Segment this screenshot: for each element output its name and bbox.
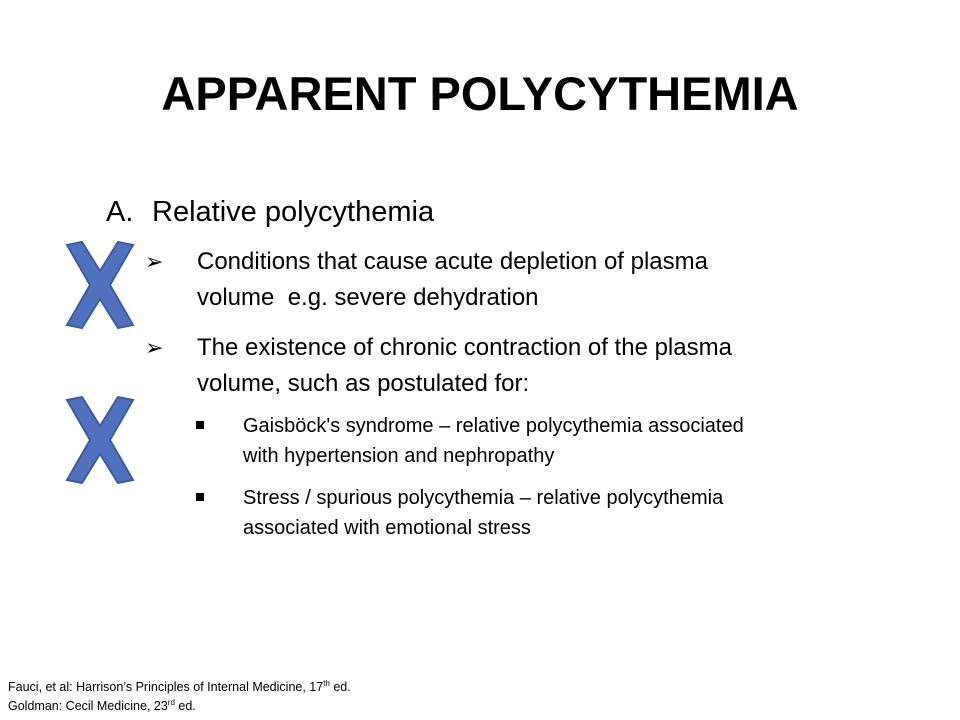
bullet-text xyxy=(197,244,847,316)
outline-item-a xyxy=(106,192,434,232)
bullet-line: Conditions that cause acute depletion of plasma xyxy=(197,248,708,275)
reference-text: Goldman: Cecil Medicine, 23 xyxy=(8,699,168,713)
arrow-bullet-icon: ➢ xyxy=(145,335,164,360)
reference-text: Fauci, et al: Harrison’s Principles of Internal Medicine, 17 xyxy=(8,680,324,694)
sub-bullet-line: Stress / spurious polycythemia – relative polycythemia xyxy=(243,487,724,509)
outline-text: Relative polycythemia xyxy=(152,196,435,228)
reference-suffix: ed. xyxy=(174,699,196,713)
square-bullet-icon xyxy=(196,421,204,429)
x-mark-icon xyxy=(65,395,135,485)
reference-superscript: th xyxy=(323,678,330,688)
outline-marker: A. xyxy=(106,196,134,228)
sub-bullet-text xyxy=(243,411,863,471)
sub-bullet-line: Gaisböck's syndrome – relative polycythemia associated xyxy=(243,415,744,437)
reference-line xyxy=(8,678,351,697)
x-mark-shape xyxy=(67,242,133,328)
bullet-text xyxy=(197,330,847,402)
bullet-line: volume e.g. severe dehydration xyxy=(197,284,539,311)
arrow-bullet-icon: ➢ xyxy=(145,249,164,274)
x-mark-shape xyxy=(67,397,133,483)
references xyxy=(8,678,351,716)
bullet-line: volume, such as postulated for: xyxy=(197,370,530,397)
x-mark-icon xyxy=(65,240,135,330)
reference-line xyxy=(8,697,351,716)
sub-bullet-line: with hypertension and nephropathy xyxy=(243,445,555,467)
sub-bullet-line: associated with emotional stress xyxy=(243,517,531,539)
slide-title: APPARENT POLYCYTHEMIA xyxy=(161,67,799,120)
sub-bullet-text xyxy=(243,483,863,543)
reference-suffix: ed. xyxy=(329,680,351,694)
bullet-line: The existence of chronic contraction of the plasma xyxy=(197,334,732,361)
square-bullet-icon xyxy=(196,493,204,501)
reference-superscript: rd xyxy=(167,697,175,707)
